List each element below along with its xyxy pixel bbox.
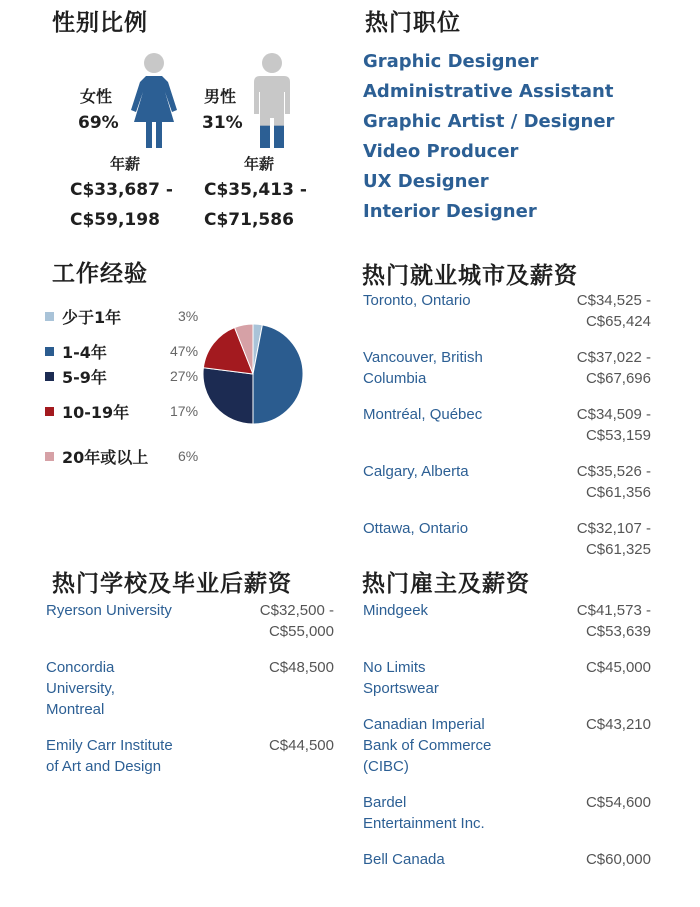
female-salary-low: C$33,687 - xyxy=(70,180,173,200)
experience-pie-chart xyxy=(200,321,306,427)
school-row xyxy=(46,600,334,657)
employer-row xyxy=(363,657,651,714)
legend-swatch xyxy=(45,372,54,381)
school-salary: C$48,500 xyxy=(268,659,334,676)
city-row xyxy=(363,461,651,518)
jobs-title: 热门职位 xyxy=(365,10,461,36)
employer-salary: C$41,573 - C$53,639 xyxy=(576,602,651,640)
employer-name: Mindgeek xyxy=(363,602,429,619)
legend-label: 5-9年 xyxy=(62,368,107,387)
job-item: Administrative Assistant xyxy=(363,81,614,102)
city-name: Ottawa, Ontario xyxy=(363,520,469,537)
cities-list xyxy=(363,290,651,575)
employer-salary: C$60,000 xyxy=(585,851,651,868)
job-item: Graphic Designer xyxy=(363,51,539,72)
employer-salary: C$45,000 xyxy=(585,659,651,676)
data-label: 47% xyxy=(170,343,199,359)
employer-row xyxy=(363,849,651,906)
employer-name: Bardel Entertainment Inc. xyxy=(363,794,485,832)
employer-name: Canadian Imperial Bank of Commerce (CIBC) xyxy=(363,716,492,775)
employer-salary: C$43,210 xyxy=(585,716,651,733)
city-salary: C$35,526 - C$61,356 xyxy=(576,463,651,501)
job-item: Interior Designer xyxy=(363,201,537,222)
male-figure-icon xyxy=(250,52,294,150)
pie-slice xyxy=(203,368,253,424)
city-salary: C$34,525 - C$65,424 xyxy=(576,292,651,330)
legend-swatch xyxy=(45,407,54,416)
employer-row xyxy=(363,792,651,849)
city-name: Vancouver, British Columbia xyxy=(363,349,483,387)
city-row xyxy=(363,290,651,347)
school-salary: C$32,500 - C$55,000 xyxy=(259,602,334,640)
male-label: 男性 xyxy=(204,87,237,106)
male-fill-level xyxy=(250,126,294,150)
employer-name: Bell Canada xyxy=(363,851,445,868)
male-percent: 31% xyxy=(202,113,243,133)
legend-label: 10-19年 xyxy=(62,403,130,422)
female-percent: 69% xyxy=(78,113,119,133)
city-salary: C$34,509 - C$53,159 xyxy=(576,406,651,444)
female-figure-icon xyxy=(128,52,180,150)
male-salary-high: C$71,586 xyxy=(204,210,294,230)
data-label: 27% xyxy=(170,368,199,384)
cities-title: 热门就业城市及薪资 xyxy=(362,263,578,289)
data-label: 6% xyxy=(178,448,199,464)
city-name: Montréal, Québec xyxy=(363,406,483,423)
employer-row xyxy=(363,600,651,657)
male-salary-low: C$35,413 - xyxy=(204,180,307,200)
employers-list xyxy=(363,600,651,906)
school-row xyxy=(46,657,334,735)
legend-swatch xyxy=(45,312,54,321)
female-salary-title: 年薪 xyxy=(110,155,141,173)
school-name: Ryerson University xyxy=(46,602,172,619)
employers-title: 热门雇主及薪资 xyxy=(362,571,530,597)
legend-label: 少于1年 xyxy=(62,308,122,327)
city-salary: C$37,022 - C$67,696 xyxy=(576,349,651,387)
school-row xyxy=(46,735,334,792)
city-row xyxy=(363,347,651,404)
female-label: 女性 xyxy=(80,87,113,106)
data-label: 3% xyxy=(178,308,199,324)
employer-name: No Limits Sportswear xyxy=(363,659,439,697)
schools-title: 热门学校及毕业后薪资 xyxy=(52,571,292,597)
data-label: 17% xyxy=(170,403,199,419)
city-row xyxy=(363,404,651,461)
gender-title: 性别比例 xyxy=(52,10,148,36)
legend-swatch xyxy=(45,452,54,461)
female-salary-high: C$59,198 xyxy=(70,210,160,230)
male-salary-title: 年薪 xyxy=(244,155,275,173)
schools-list xyxy=(46,600,334,792)
city-name: Toronto, Ontario xyxy=(363,292,471,309)
pie-slice xyxy=(253,325,303,424)
employer-salary: C$54,600 xyxy=(585,794,651,811)
legend-swatch xyxy=(45,347,54,356)
school-salary: C$44,500 xyxy=(268,737,334,754)
school-name: Emily Carr Institute of Art and Design xyxy=(46,737,173,775)
school-name: Concordia University, Montreal xyxy=(46,659,115,718)
city-name: Calgary, Alberta xyxy=(363,463,469,480)
employer-row xyxy=(363,714,651,792)
experience-title: 工作经验 xyxy=(52,261,148,287)
legend-label: 20年或以上 xyxy=(62,448,149,467)
city-salary: C$32,107 - C$61,325 xyxy=(576,520,651,558)
job-item: Graphic Artist / Designer xyxy=(363,111,615,132)
job-item: Video Producer xyxy=(363,141,519,162)
legend-label: 1-4年 xyxy=(62,343,107,362)
jobs-list xyxy=(363,47,614,227)
job-item: UX Designer xyxy=(363,171,489,192)
